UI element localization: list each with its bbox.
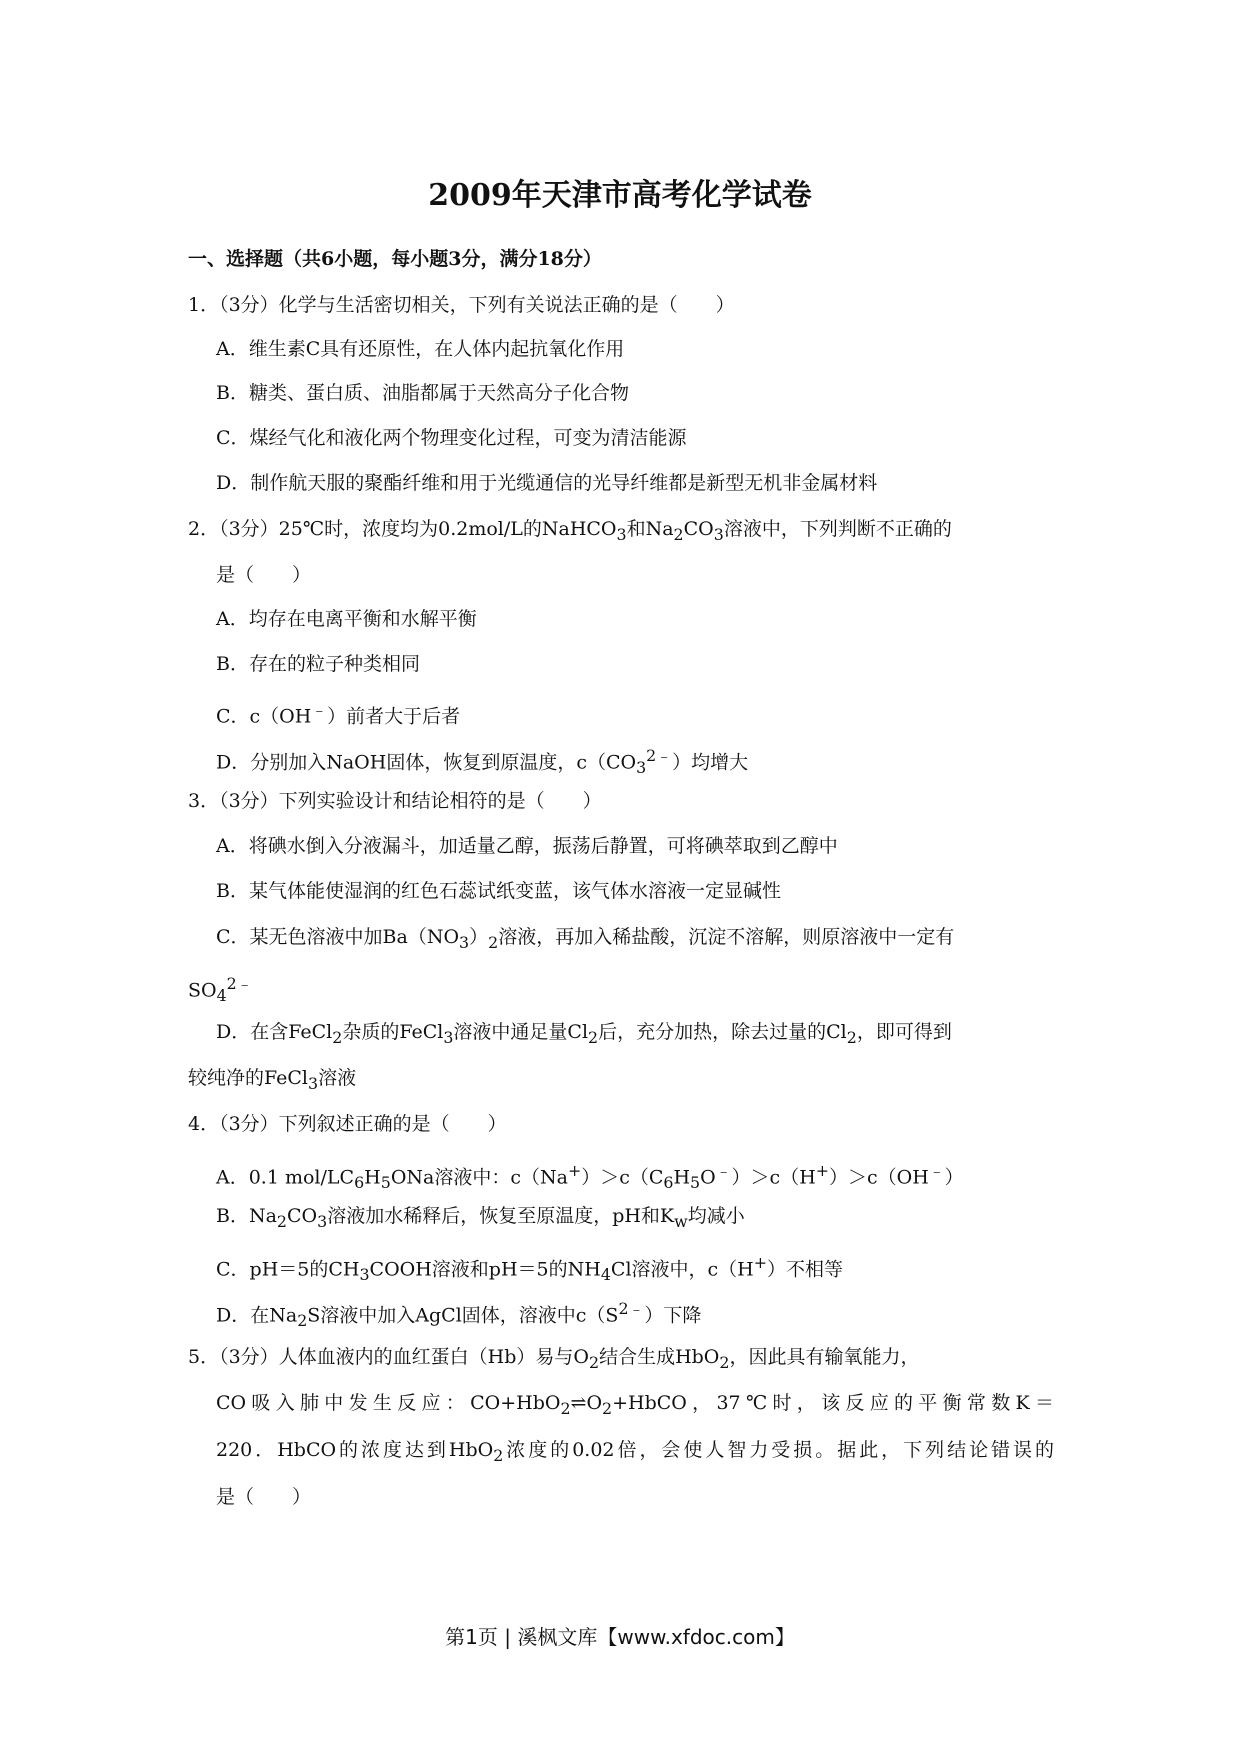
question-stem: 3．（3分）下列实验设计和结论相符的是（ ） <box>188 790 602 812</box>
page-footer: 第1页 | 溪枫文库【www.xfdoc.com】 <box>445 1625 795 1649</box>
text-line: 是（ ） <box>216 564 312 586</box>
question-stem: 1．（3分）化学与生活密切相关，下列有关说法正确的是（ ） <box>188 294 735 316</box>
answer-option: C．某无色溶液中加$Ba(NO_3)_2$溶液，再加入稀盐酸，沉淀不溶解，则原溶液中一定有 <box>216 926 955 952</box>
question-stem: 2．（3分）25℃时，浓度均为0.2mol/L的NaHCO$_3$和$Na_2CO_3$溶液中，下列判断不正确的 <box>188 518 952 544</box>
answer-option: D．分别加入NaOH固体，恢复到原温度，$c(CO_3^{2﹣})$均增大 <box>216 746 749 778</box>
answer-option: A．0.1 mol/$LC_6H_5ONa$溶液中：$c(Na^+)>c(C_6H_5O^﹣)>c(H^+)>c(OH^﹣)$ <box>216 1161 964 1193</box>
page-title: 2009年天津市高考化学试卷 <box>428 178 812 213</box>
answer-option: C．c（OH﹣）前者大于后者 <box>216 700 461 728</box>
answer-option: C．煤经气化和液化两个物理变化过程，可变为清洁能源 <box>216 427 687 449</box>
text-line: $SO_4^{2﹣}$ <box>188 974 253 1006</box>
section-title: 一、选择题（共6小题，每小题3分，满分18分） <box>188 248 602 270</box>
answer-option: B．$Na_2CO_3$溶液加水稀释后，恢复至原温度，pH和$K_w$均减小 <box>216 1205 745 1231</box>
text-line: 220．HbCO的浓度达到HbO$_2$浓度的0.02倍，会使人智力受损。据此，下列结论错误的 <box>216 1439 1054 1465</box>
question-stem: 4．（3分）下列叙述正确的是（ ） <box>188 1113 507 1135</box>
answer-option: D．在$Na_2S$溶液中加入AgCl固体，溶液中$c(S^{2﹣})$下降 <box>216 1299 702 1331</box>
text-line: 是（ ） <box>216 1486 312 1508</box>
answer-option: A．将碘水倒入分液漏斗，加适量乙醇，振荡后静置，可将碘萃取到乙醇中 <box>216 835 838 857</box>
answer-option: A．维生素C具有还原性，在人体内起抗氧化作用 <box>216 338 625 360</box>
answer-option: D．制作航天服的聚酯纤维和用于光缆通信的光导纤维都是新型无机非金属材料 <box>216 472 878 494</box>
answer-option: B．糖类、蛋白质、油脂都属于天然高分子化合物 <box>216 382 629 404</box>
question-stem: 5．（3分）人体血液内的血红蛋白（Hb）易与$O_2$结合生成HbO$_2$，因此具有输氧能力， <box>188 1346 920 1372</box>
answer-option: D．在含FeCl$_2$杂质的FeCl$_3$溶液中通足量$Cl_2$后，充分加热，除去过量的$Cl_2$，即可得到 <box>216 1021 952 1047</box>
answer-option: C．pH＝5的$CH_3COOH$溶液和pH＝5的$NH_4Cl$溶液中，c（H+）不相等 <box>216 1253 844 1285</box>
answer-option: B．存在的粒子种类相同 <box>216 653 420 675</box>
text-line: CO吸入肺中发生反应：$CO+HbO_2\rightleftharpoons O_2+HbCO$，37℃时，该反应的平衡常数K＝ <box>216 1392 1054 1418</box>
answer-option: B．某气体能使湿润的红色石蕊试纸变蓝，该气体水溶液一定显碱性 <box>216 880 781 902</box>
text-line: 较纯净的FeCl$_3$溶液 <box>188 1067 357 1093</box>
answer-option: A．均存在电离平衡和水解平衡 <box>216 608 477 630</box>
